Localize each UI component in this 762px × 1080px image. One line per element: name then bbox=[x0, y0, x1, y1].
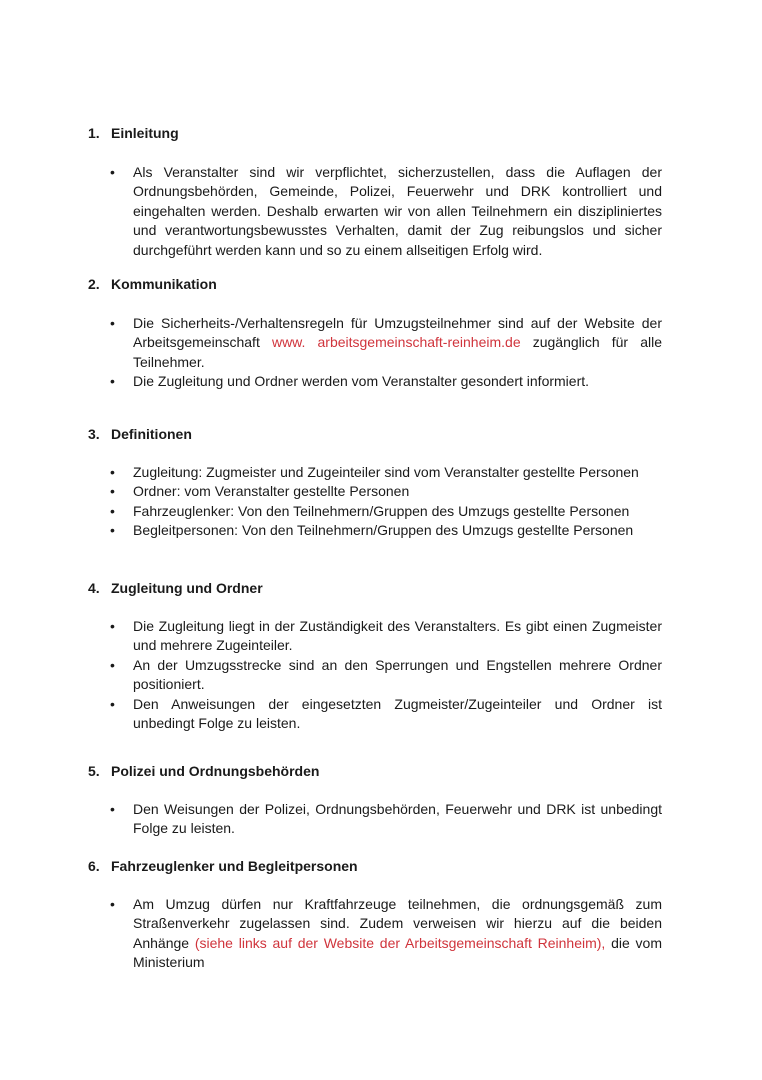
list-item: • Begleitpersonen: Von den Teilnehmern/Gruppen des Umzugs gestellte Personen bbox=[107, 521, 662, 540]
list-item: • Den Weisungen der Polizei, Ordnungsbehörden, Feuerwehr und DRK ist unbedingt Folge zu leisten. bbox=[110, 801, 662, 837]
section-title: Fahrzeuglenker und Begleitpersonen bbox=[111, 858, 358, 874]
list-item: • Am Umzug dürfen nur Kraftfahrzeuge teilnehmen, die ordnungsgemäß zum Straßenverkehr zugelassen sind. Zudem verweisen wir hierzu auf die beiden Anhänge (siehe links auf der Website der Arbeitsgemeinschaft Reinheim), die vom Ministerium bbox=[110, 896, 662, 971]
list-item: • Zugleitung: Zugmeister und Zugeinteiler sind vom Veranstalter gestellte Personen bbox=[107, 463, 662, 482]
section-number: 1. bbox=[88, 125, 100, 141]
website-link[interactable]: (siehe links auf der Website der Arbeitsgemeinschaft Reinheim), bbox=[194, 934, 606, 951]
list-item: • Die Sicherheits-/Verhaltensregeln für Umzugsteilnehmer sind auf der Website der Arbeitsgemeinschaft www. arbeitsgemeinschaft-reinheim.de zugänglich für alle Teilnehmer. bbox=[110, 315, 662, 370]
list-item: • Die Zugleitung und Ordner werden vom Veranstalter gesondert informiert. bbox=[107, 372, 662, 391]
list-item: • An der Umzugsstrecke sind an den Sperrungen und Engstellen mehrere Ordner positioniert. bbox=[110, 656, 662, 693]
section-zugleitung-und-ordner bbox=[88, 579, 662, 732]
section-definitionen bbox=[88, 425, 662, 539]
section-heading bbox=[88, 425, 662, 444]
section-number: 3. bbox=[88, 426, 100, 442]
list-item: • Die Zugleitung liegt in der Zuständigkeit des Veranstalters. Es gibt einen Zugmeister und mehrere Zugeinteiler. bbox=[110, 618, 662, 654]
section-number: 5. bbox=[88, 763, 100, 779]
section-kommunikation bbox=[88, 275, 662, 390]
bullet-icon: • bbox=[110, 315, 115, 331]
section-fahrzeuglenker bbox=[88, 857, 662, 971]
bullet-list bbox=[107, 617, 662, 733]
bullet-icon: • bbox=[110, 656, 115, 673]
list-item: • Fahrzeuglenker: Von den Teilnehmern/Gruppen des Umzugs gestellte Personen bbox=[107, 502, 662, 521]
section-heading bbox=[88, 124, 662, 143]
section-heading bbox=[88, 275, 662, 294]
section-number: 6. bbox=[88, 858, 100, 874]
bullet-icon: • bbox=[110, 695, 115, 712]
list-item: • Ordner: vom Veranstalter gestellte Personen bbox=[107, 482, 662, 501]
bullet-icon: • bbox=[110, 801, 115, 817]
section-number: 4. bbox=[88, 580, 100, 596]
bullet-list bbox=[107, 314, 662, 392]
section-title: Polizei und Ordnungsbehörden bbox=[111, 763, 320, 779]
list-item: • Als Veranstalter sind wir verpflichtet, sicherzustellen, dass die Auflagen der Ordnungsbehörden, Gemeinde, Polizei, Feuerwehr und DRK kontrolliert und eingehalten werden. Deshalb erwarten wir von allen Teilnehmern ein diszipliniertes und verantwortungsbewusstes Verhalten, damit der Zug reibungslos und sicher durchgeführt werden kann und so zu einem allseitigen Erfolg wird. bbox=[110, 164, 662, 258]
section-title: Kommunikation bbox=[111, 276, 217, 292]
bullet-icon: • bbox=[110, 618, 115, 634]
section-einleitung bbox=[88, 124, 662, 258]
bullet-list bbox=[107, 895, 662, 973]
section-title: Einleitung bbox=[111, 125, 179, 141]
section-heading bbox=[88, 762, 662, 781]
section-polizei bbox=[88, 762, 662, 837]
bullet-list bbox=[107, 800, 662, 839]
bullet-icon: • bbox=[110, 164, 115, 180]
section-title: Zugleitung und Ordner bbox=[111, 580, 263, 596]
bullet-icon: • bbox=[110, 483, 115, 500]
section-title: Definitionen bbox=[111, 426, 192, 442]
list-item: • Den Anweisungen der eingesetzten Zugmeister/Zugeinteiler und Ordner ist unbedingt Folge zu leisten. bbox=[110, 695, 662, 732]
bullet-icon: • bbox=[110, 464, 115, 480]
bullet-icon: • bbox=[110, 896, 115, 912]
bullet-icon: • bbox=[110, 373, 115, 390]
bullet-icon: • bbox=[110, 502, 115, 519]
bullet-list bbox=[107, 163, 662, 260]
bullet-list bbox=[107, 463, 662, 541]
website-link[interactable]: www. arbeitsgemeinschaft-reinheim.de bbox=[271, 334, 521, 351]
bullet-icon: • bbox=[110, 522, 115, 539]
section-number: 2. bbox=[88, 276, 100, 292]
section-heading bbox=[88, 579, 662, 598]
section-heading bbox=[88, 857, 662, 876]
